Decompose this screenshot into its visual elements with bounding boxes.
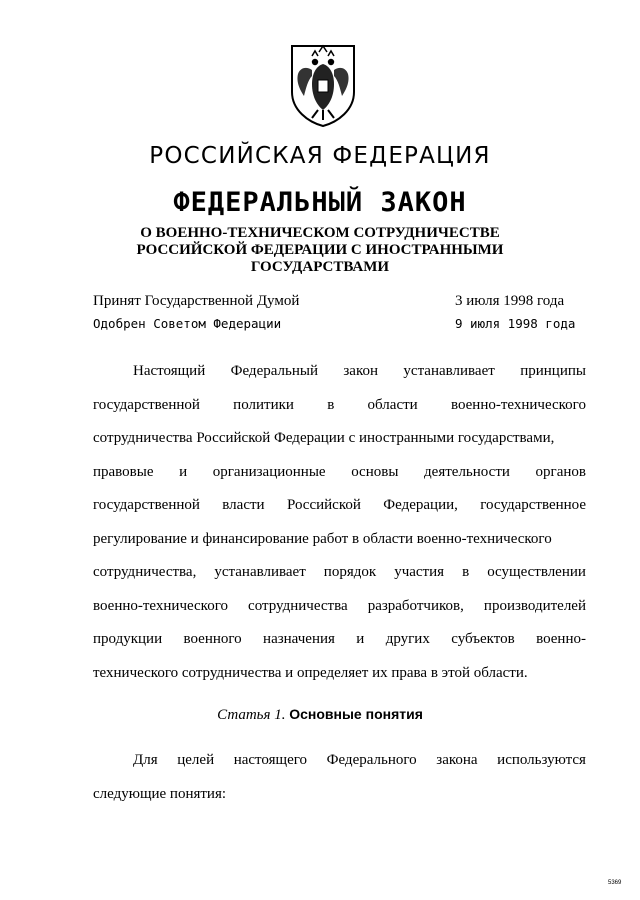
- coat-of-arms-emblem: [288, 44, 358, 128]
- text-line: [93, 389, 586, 423]
- word: субъектов: [451, 631, 515, 647]
- text-line: [93, 523, 586, 557]
- word: военно-: [536, 631, 586, 647]
- word: в: [462, 564, 470, 580]
- word: сотрудничества Российской Федерации с иностранными государствами,: [93, 430, 555, 446]
- text-line: [93, 623, 586, 657]
- word: Федерации,: [383, 497, 458, 513]
- word: Федерального: [326, 752, 417, 768]
- word: государственное: [480, 497, 586, 513]
- law-title-line: О ВОЕННО-ТЕХНИЧЕСКОМ СОТРУДНИЧЕСТВЕ: [140, 225, 500, 241]
- word: политики: [233, 396, 294, 413]
- word: участия: [394, 564, 445, 580]
- country-name: РОССИЙСКАЯ ФЕДЕРАЦИЯ: [149, 143, 491, 169]
- word: принципы: [520, 363, 586, 379]
- word: власти: [222, 497, 265, 513]
- page-number: 5369: [608, 880, 622, 886]
- word: государственной: [93, 497, 200, 513]
- word: Российской: [286, 497, 361, 513]
- article-heading: [0, 706, 640, 724]
- word: сотрудничества,: [93, 564, 197, 580]
- word: целей: [177, 752, 215, 768]
- text-line: [93, 590, 586, 624]
- text-line: [93, 556, 586, 590]
- article-number: Статья 1.: [217, 707, 286, 723]
- word: в: [327, 396, 335, 413]
- word: используются: [497, 752, 586, 768]
- law-title-line: ГОСУДАРСТВАМИ: [250, 259, 390, 275]
- text-line: [93, 456, 586, 490]
- word: основы: [351, 463, 399, 480]
- word: и: [356, 631, 365, 647]
- word: закон: [343, 363, 379, 379]
- word: порядок: [323, 564, 377, 580]
- word: сотрудничества: [248, 597, 348, 614]
- word: правовые: [93, 463, 154, 480]
- text-line: [93, 355, 586, 389]
- word: органов: [535, 463, 586, 480]
- word: деятельности: [424, 463, 510, 480]
- word: военно-технического: [93, 597, 228, 614]
- council-approval-label: Одобрен Советом Федерации: [93, 316, 282, 331]
- word: Настоящий: [133, 363, 206, 379]
- council-approval-date: 9 июля 1998 года: [455, 316, 576, 331]
- word: других: [385, 631, 430, 647]
- text-line: [93, 744, 586, 778]
- preamble-paragraph: [93, 355, 586, 690]
- word: военно-технического: [450, 396, 586, 413]
- word: назначения: [263, 631, 335, 647]
- word: продукции: [93, 631, 163, 647]
- word: устанавливает: [403, 363, 495, 379]
- law-title-line: РОССИЙСКОЙ ФЕДЕРАЦИИ С ИНОСТРАННЫМИ: [136, 242, 504, 258]
- word: устанавливает: [214, 564, 306, 580]
- word: настоящего: [233, 752, 308, 768]
- duma-adoption-label: Принят Государственной Думой: [93, 293, 300, 309]
- word: закона: [436, 752, 478, 768]
- duma-adoption-date: 3 июля 1998 года: [455, 293, 565, 309]
- text-line: [93, 778, 586, 812]
- article-title: Основные понятия: [289, 706, 423, 722]
- text-line: [93, 422, 586, 456]
- text-line: [93, 657, 586, 691]
- word: Федеральный: [230, 363, 318, 379]
- text-line: [93, 489, 586, 523]
- law-title: [120, 225, 520, 276]
- word: следующие понятия:: [93, 785, 227, 802]
- word: осуществлении: [487, 564, 586, 580]
- word: и: [179, 463, 188, 480]
- document-type: ФЕДЕРАЛЬНЫЙ ЗАКОН: [173, 187, 467, 218]
- word: технического сотрудничества и определяет их права в этой области.: [93, 664, 528, 681]
- article-paragraph: [93, 744, 586, 811]
- word: военного: [183, 631, 242, 647]
- word: государственной: [93, 396, 200, 413]
- word: разработчиков,: [367, 597, 464, 614]
- word: Для: [133, 752, 158, 768]
- word: области: [367, 396, 418, 413]
- word: регулирование и финансирование работ в области военно-технического: [93, 530, 552, 547]
- word: организационные: [212, 463, 326, 480]
- word: производителей: [483, 597, 586, 614]
